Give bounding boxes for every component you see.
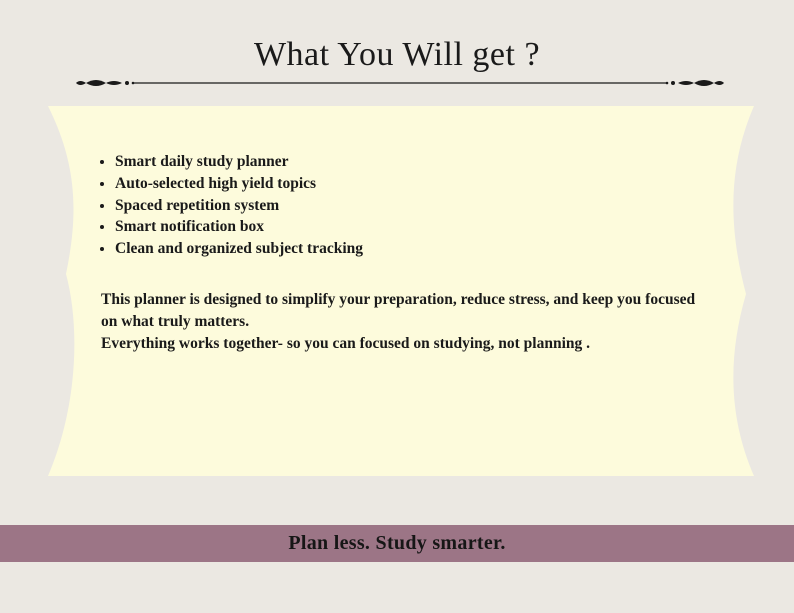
description-paragraph: This planner is designed to simplify your preparation, reduce stress, and keep you focused on what truly matters. xyxy=(101,291,696,330)
list-item: • Smart notification box xyxy=(115,216,363,238)
list-item: • Smart daily study planner xyxy=(115,151,363,173)
ornamental-divider xyxy=(74,74,726,92)
page-title: What You Will get ? xyxy=(253,36,541,73)
tagline-text: Plan less. Study smarter. xyxy=(288,532,506,554)
tagline-banner xyxy=(0,525,794,562)
feature-list xyxy=(96,151,363,260)
description xyxy=(101,289,711,354)
list-item: • Clean and organized subject tracking xyxy=(115,238,363,260)
list-item: • Auto-selected high yield topics xyxy=(115,173,363,195)
description-paragraph: Everything works together- so you can focused on studying, not planning . xyxy=(101,334,591,352)
list-item: • Spaced repetition system xyxy=(115,195,363,217)
